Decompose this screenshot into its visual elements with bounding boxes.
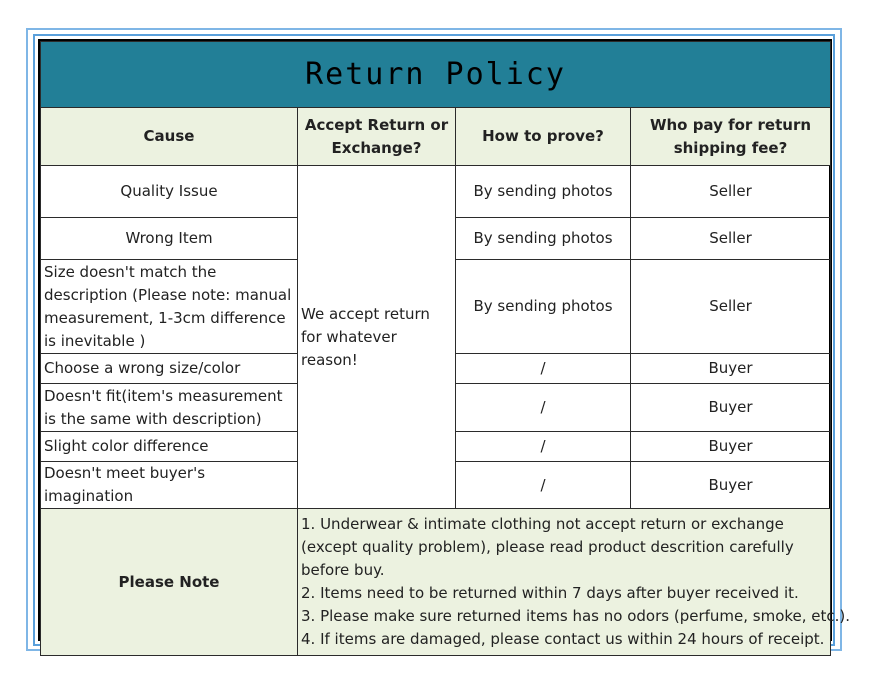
prove-cell: /	[456, 462, 631, 509]
cause-cell: Doesn't meet buyer's imagination	[41, 462, 298, 509]
return-policy-table	[40, 41, 851, 656]
please-note-text	[298, 509, 851, 656]
cause-cell: Choose a wrong size/color	[41, 354, 298, 384]
payer-cell: Buyer	[631, 354, 831, 384]
note-line: 4. If items are damaged, please contact us within 24 hours of receipt.	[301, 630, 825, 648]
table-row	[41, 166, 831, 218]
prove-cell: /	[456, 354, 631, 384]
prove-cell: /	[456, 432, 631, 462]
prove-cell: By sending photos	[456, 166, 631, 218]
cause-cell: Size doesn't match the description (Please note: manual measurement, 1-3cm difference is inevitable )	[41, 260, 298, 354]
cause-cell: Slight color difference	[41, 432, 298, 462]
prove-cell: /	[456, 384, 631, 432]
header-prove: How to prove?	[456, 108, 631, 166]
cause-cell: Doesn't fit(item's measurement is the same with description)	[41, 384, 298, 432]
note-line: 3. Please make sure returned items has no odors (perfume, smoke, etc.).	[301, 607, 851, 625]
header-who-pays: Who pay for return shipping fee?	[631, 108, 831, 166]
note-line: 2. Items need to be returned within 7 days after buyer received it.	[301, 584, 799, 602]
prove-cell: By sending photos	[456, 218, 631, 260]
accept-cell: We accept return for whatever reason!	[298, 166, 456, 509]
header-accept: Accept Return or Exchange?	[298, 108, 456, 166]
please-note-label: Please Note	[41, 509, 298, 656]
payer-cell: Seller	[631, 218, 831, 260]
payer-cell: Buyer	[631, 432, 831, 462]
payer-cell: Seller	[631, 260, 831, 354]
page-title: Return Policy	[41, 42, 831, 108]
cause-cell: Quality Issue	[41, 166, 298, 218]
payer-cell: Seller	[631, 166, 831, 218]
header-cause: Cause	[41, 108, 298, 166]
payer-cell: Buyer	[631, 462, 831, 509]
note-line: 1. Underwear & intimate clothing not accept return or exchange (except quality problem), please read product descrition carefully before buy.	[301, 515, 794, 579]
prove-cell: By sending photos	[456, 260, 631, 354]
payer-cell: Buyer	[631, 384, 831, 432]
cause-cell: Wrong Item	[41, 218, 298, 260]
